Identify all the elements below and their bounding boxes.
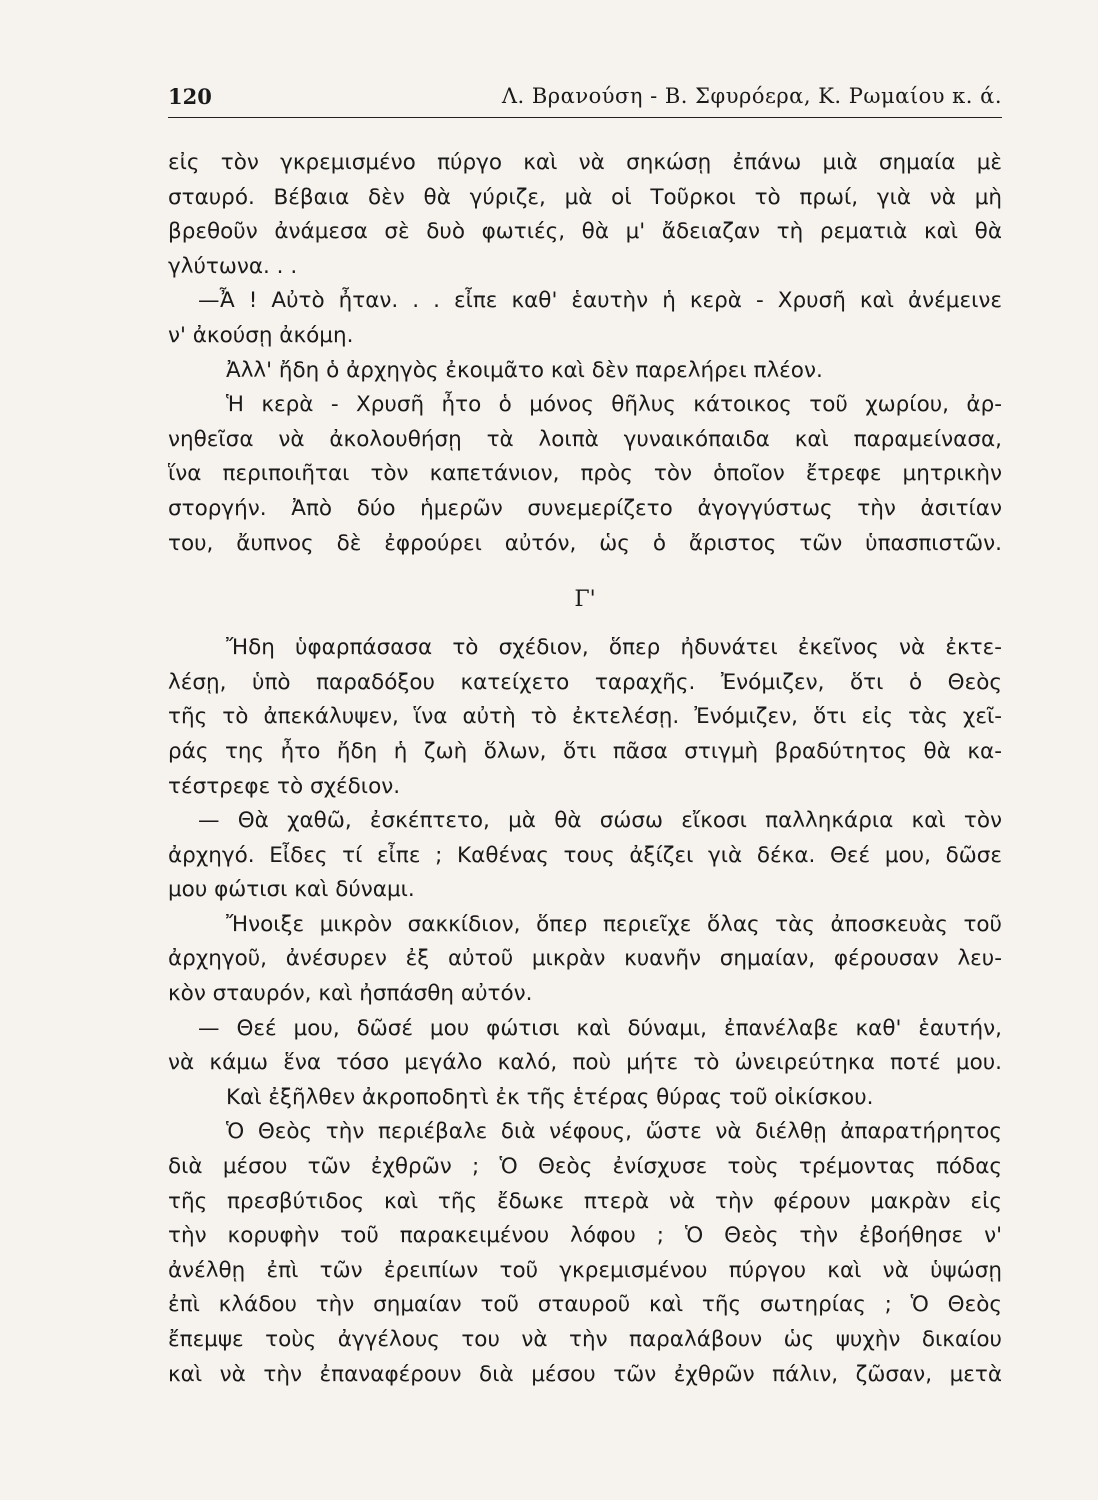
text-line: ἀνέλθῃ ἐπὶ τῶν ἐρειπίων τοῦ γκρεμισμένου πύργου καὶ νὰ ὑψώσῃ bbox=[168, 1257, 1002, 1283]
text-line: εἰς τὸν γκρεμισμένο πύργο καὶ νὰ σηκώσῃ ἐπάνω μιὰ σημαία μὲ bbox=[168, 150, 1002, 175]
text-line: μου φώτισι καὶ δύναμι. bbox=[168, 877, 415, 903]
text-line: γλύτωνα. . . bbox=[168, 253, 298, 279]
page-number: 120 bbox=[168, 84, 212, 109]
text-line: λέσῃ, ὑπὸ παραδόξου κατείχετο ταραχῆς. Ἐνόμιζεν, ὅτι ὁ Θεὸς bbox=[168, 669, 1002, 695]
text-line: τὴν κορυφὴν τοῦ παρακειμένου λόφου ; Ὁ Θεὸς τὴν ἐβοήθησε ν' bbox=[168, 1223, 1002, 1249]
text-line: Καὶ ἐξῆλθεν ἀκροποδητὶ ἐκ τῆς ἑτέρας θύρας τοῦ οἰκίσκου. bbox=[226, 1084, 874, 1110]
text-line: ἵνα περιποιῆται τὸν καπετάνιον, πρὸς τὸν ὁποῖον ἔτρεφε μητρικὴν bbox=[168, 461, 1002, 487]
text-line: ν' ἀκούσῃ ἀκόμη. bbox=[168, 322, 354, 348]
text-line: ἐπὶ κλάδου τὴν σημαίαν τοῦ σταυροῦ καὶ τῆς σωτηρίας ; Ὁ Θεὸς bbox=[168, 1292, 1002, 1318]
text-line: — Θὰ χαθῶ, ἐσκέπτετο, μὰ θὰ σώσω εἴκοσι παλληκάρια καὶ τὸν bbox=[198, 808, 1002, 834]
text-line: του, ἄυπνος δὲ ἐφρούρει αὐτόν, ὡς ὁ ἄριστος τῶν ὑπασπιστῶν. bbox=[168, 530, 1002, 556]
section-heading: Γ' bbox=[574, 587, 596, 613]
text-line: βρεθοῦν ἀνάμεσα σὲ δυὸ φωτιές, θὰ μ' ἄδειαζαν τὴ ρεματιὰ καὶ θὰ bbox=[168, 219, 1002, 245]
text-line: τῆς τὸ ἀπεκάλυψεν, ἵνα αὐτὴ τὸ ἐκτελέσῃ. Ἐνόμιζεν, ὅτι εἰς τὰς χεῖ- bbox=[168, 704, 1002, 730]
text-line: τέστρεφε τὸ σχέδιον. bbox=[168, 773, 401, 799]
text-line: στοργήν. Ἀπὸ δύο ἡμερῶν συνεμερίζετο ἀγογγύστως τὴν ἀσιτίαν bbox=[168, 495, 1002, 521]
text-line: νὰ κάμω ἕνα τόσο μεγάλο καλό, ποὺ μήτε τὸ ὠνειρεύτηκα ποτέ μου. bbox=[168, 1050, 1002, 1076]
text-line: Ὁ Θεὸς τὴν περιέβαλε διὰ νέφους, ὥστε νὰ διέλθῃ ἀπαρατήρητος bbox=[226, 1119, 1002, 1145]
text-line: τῆς πρεσβύτιδος καὶ τῆς ἔδωκε πτερὰ νὰ τὴν φέρουν μακρὰν εἰς bbox=[168, 1188, 1002, 1214]
text-line: Ἀλλ' ἤδη ὁ ἀρχηγὸς ἐκοιμᾶτο καὶ δὲν παρελήρει πλέον. bbox=[226, 357, 823, 383]
text-line: ἀρχηγό. Εἶδες τί εἶπε ; Καθένας τους ἀξίζει γιὰ δέκα. Θεέ μου, δῶσε bbox=[168, 842, 1002, 868]
text-line: ἀρχηγοῦ, ἀνέσυρεν ἐξ αὐτοῦ μικρὰν κυανῆν σημαίαν, φέρουσαν λευ- bbox=[168, 946, 1002, 972]
header-rule bbox=[168, 117, 1002, 118]
text-line: ἔπεμψε τοὺς ἀγγέλους του νὰ τὴν παραλάβουν ὡς ψυχὴν δικαίου bbox=[168, 1327, 1002, 1352]
text-line: σταυρό. Βέβαια δὲν θὰ γύριζε, μὰ οἱ Τοῦρκοι τὸ πρωί, γιὰ νὰ μὴ bbox=[168, 184, 1002, 210]
body-text bbox=[168, 146, 1002, 1392]
text-line: Ἤνοιξε μικρὸν σακκίδιον, ὅπερ περιεῖχε ὅλας τὰς ἀποσκευὰς τοῦ bbox=[226, 911, 1002, 937]
text-line: ράς της ἦτο ἤδη ἡ ζωὴ ὅλων, ὅτι πᾶσα στιγμὴ βραδύτητος θὰ κα- bbox=[168, 738, 1002, 764]
text-line: —Ἆ ! Αὐτὸ ἦταν. . . εἶπε καθ' ἑαυτὴν ἡ κερὰ - Χρυσῆ καὶ ἀνέμεινε bbox=[198, 288, 1002, 314]
text-line: Ἤδη ὑφαρπάσασα τὸ σχέδιον, ὅπερ ἠδυνάτει ἐκεῖνος νὰ ἐκτε- bbox=[226, 635, 1002, 661]
text-line: κὸν σταυρόν, καὶ ἠσπάσθη αὐτόν. bbox=[168, 981, 533, 1007]
text-line: Ἡ κερὰ - Χρυσῆ ἦτο ὁ μόνος θῆλυς κάτοικος τοῦ χωρίου, ἀρ- bbox=[226, 392, 1002, 418]
running-head: Λ. Βρανούση - Β. Σφυρόερα, Κ. Ρωμαίου κ. ά. bbox=[501, 84, 1002, 108]
text-line: διὰ μέσου τῶν ἐχθρῶν ; Ὁ Θεὸς ἐνίσχυσε τοὺς τρέμοντας πόδας bbox=[168, 1154, 1002, 1180]
text-line: νηθεῖσα νὰ ἀκολουθήσῃ τὰ λοιπὰ γυναικόπαιδα καὶ παραμείνασα, bbox=[168, 426, 1002, 452]
text-line: — Θεέ μου, δῶσέ μου φώτισι καὶ δύναμι, ἐπανέλαβε καθ' ἑαυτήν, bbox=[198, 1015, 1002, 1041]
text-line: καὶ νὰ τὴν ἐπαναφέρουν διὰ μέσου τῶν ἐχθρῶν πάλιν, ζῶσαν, μετὰ bbox=[168, 1361, 1002, 1387]
page-header bbox=[168, 84, 1002, 118]
